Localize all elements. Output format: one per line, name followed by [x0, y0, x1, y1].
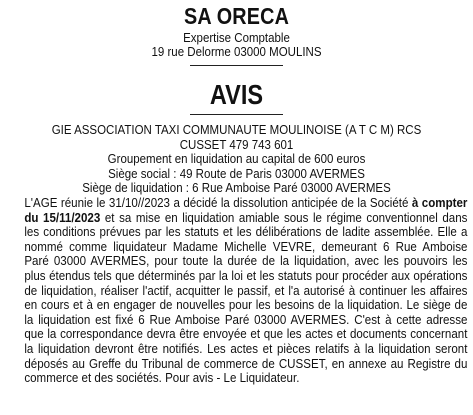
notice-body — [4, 196, 467, 386]
company-identification — [0, 123, 473, 196]
body-text-part-1: L'AGE réunie le 31/10//2023 a décidé la dissolution anticipée de la Société — [24, 196, 412, 210]
header-divider-top — [190, 65, 283, 66]
firm-address: 19 rue Delorme 03000 MOULINS — [151, 45, 322, 59]
notice-title: AVIS — [209, 79, 264, 110]
company-liquidation-office-line: Siège de liquidation : 6 Rue Amboise Paré 03000 AVERMES — [82, 181, 391, 196]
company-rcs-line: CUSSET 479 743 601 — [179, 137, 294, 152]
body-date-highlight: à compter du 15/11/2023 — [24, 196, 468, 225]
firm-activity: Expertise Comptable — [183, 31, 290, 45]
company-name-line: GIE ASSOCIATION TAXI COMMUNAUTE MOULINOISE (A T C M) RCS — [51, 123, 422, 137]
firm-name: SA ORECA — [183, 3, 290, 29]
company-capital-line: Groupement en liquidation au capital de 600 euros — [107, 152, 366, 167]
header-divider-bottom — [190, 114, 283, 115]
notice-body-paragraph — [4, 196, 467, 386]
company-registered-office-line: Siège social : 49 Route de Paris 03000 AVERMES — [108, 166, 365, 181]
body-text-part-3: et sa mise en liquidation amiable sous le régime conventionnel dans les conditions prévues par les statuts et les délibérations de ladite assemblée. Elle a nommé comme liquidateur Madame Michelle VEVRE, demeurant 6 Rue Amboise Paré 03000 AVERMES, pour toute la durée de la liquidation, avec les pouvoirs les plus étendus tels que déterminés par la loi et les statuts pour procéder aux opérations de liquidation, réaliser l'actif, acquitter le passif, et l'a autorisé à continuer les affaires en cours et à en engager de nouvelles pour les besoins de la liquidation. Le siège de la liquidation est fixé 6 Rue Amboise Paré 03000 AVERMES. C'est à cette adresse que la correspondance devra être envoyée et que les actes et documents concernant la liquidation devront être notifiés. Les actes et pièces relatifs à la liquidation seront déposés au Greffe du Tribunal de commerce de CUSSET, en annexe au Registre du commerce et des sociétés. Pour avis - Le Liquidateur. — [24, 210, 468, 386]
